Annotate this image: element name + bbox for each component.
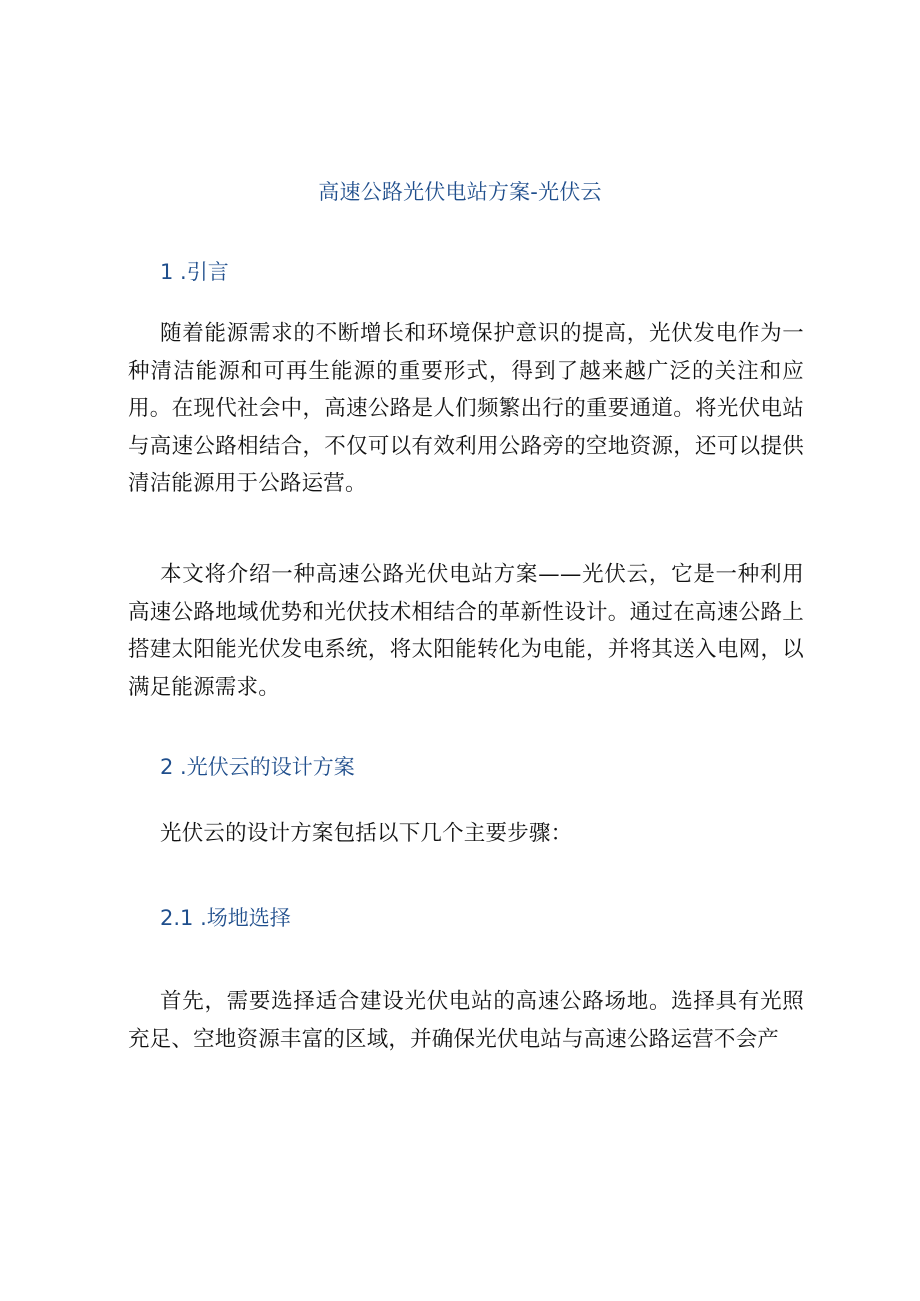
paragraph-design-intro: 光伏云的设计方案包括以下几个主要步骤： [160,821,573,846]
document-title: 高速公路光伏电站方案-光伏云 [318,180,602,204]
paragraph-introduction-2: 本文将介绍一种高速公路光伏电站方案——光伏云，它是一种利用高速公路地域优势和光伏技术相结合的革新性设计。通过在高速公路上搭建太阳能光伏发电系统，将太阳能转化为电能，并将其送入电网，以满足能源需求。 [128,562,804,700]
section-heading-design: 2 .光伏云的设计方案 [160,755,355,779]
section-heading-introduction: 1 .引言 [160,260,229,284]
paragraph-introduction-1: 随着能源需求的不断增长和环境保护意识的提高，光伏发电作为一种清洁能源和可再生能源的重要形式，得到了越来越广泛的关注和应用。在现代社会中，高速公路是人们频繁出行的重要通道。将光伏电站与高速公路相结合，不仅可以有效利用公路旁的空地资源，还可以提供清洁能源用于公路运营。 [128,321,804,496]
paragraph-site-selection: 首先，需要选择适合建设光伏电站的高速公路场地。选择具有光照充足、空地资源丰富的区域，并确保光伏电站与高速公路运营不会产 [128,989,804,1052]
section-heading-site-selection: 2.1 .场地选择 [160,906,291,930]
